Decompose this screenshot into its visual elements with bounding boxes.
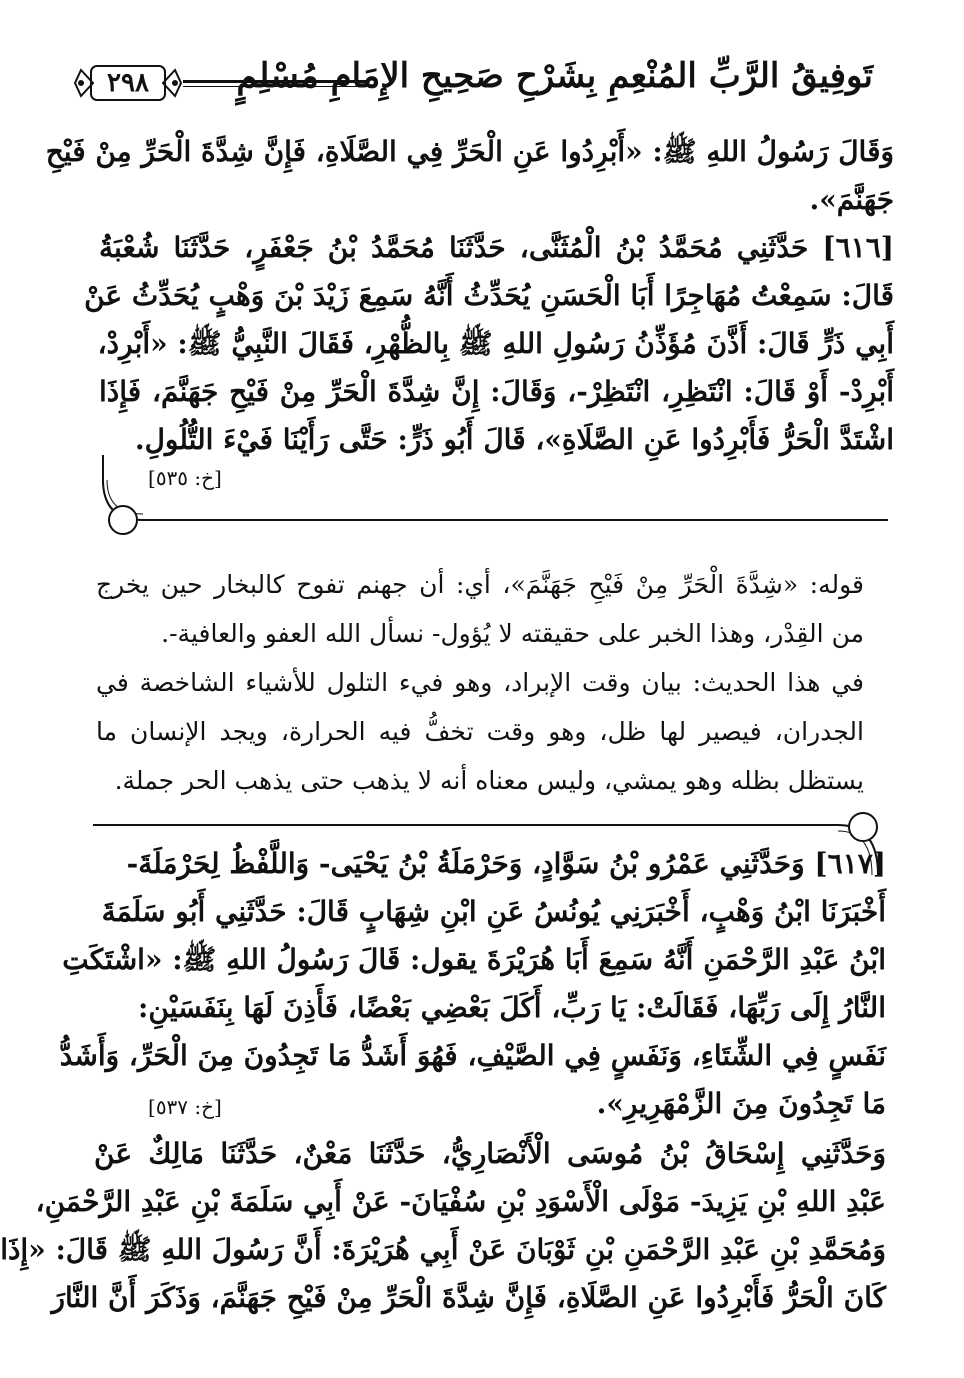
frame-vertical-line-icon — [101, 125, 111, 485]
text-line: من القِدْر، وهذا الخبر على حقيقته لا يُؤول- نسأل الله العفو والعافية-. — [161, 619, 864, 648]
text-line: عَبْدِ اللهِ بْنِ يَزِيدَ- مَوْلَى الْأَسْوَدِ بْنِ سُفْيَانَ- عَنْ أَبِي سَلَمَةَ بْنِ عَبْدِ الرَّحْمَنِ، — [35, 1185, 886, 1218]
bukhari-reference: [خ: ٥٣٧] — [148, 1095, 222, 1119]
text-line: النَّارُ إِلَى رَبِّهَا، فَقَالَتْ: يَا رَبِّ، أَكَلَ بَعْضِي بَعْضًا، فَأَذِنَ لَهَا بِنَفَسَيْنِ: — [138, 991, 886, 1024]
commentary-block — [96, 560, 864, 805]
hadith-617-block — [59, 840, 886, 1128]
text-line: [٦١٦] حَدَّثَنِي مُحَمَّدُ بْنُ الْمُثَنَّى، حَدَّثَنَا مُحَمَّدُ بْنُ جَعْفَرٍ، حَدَّثَنَا شُعْبَةُ — [99, 231, 894, 264]
text-line: نَفَسٍ فِي الشِّتَاءِ، وَنَفَسٍ فِي الصَّيْفِ، فَهُوَ أَشَدُّ مَا تَجِدُونَ مِنَ الْحَرِّ، وَأَشَدُّ — [59, 1039, 886, 1072]
text-line: وَمُحَمَّدِ بْنِ عَبْدِ الرَّحْمَنِ بْنِ ثَوْبَانَ عَنْ أَبِي هُرَيْرَةَ: أَنَّ رَسُولَ اللهِ ﷺ قَالَ: «إِذَا — [0, 1233, 886, 1266]
corner-ornament-icon — [93, 480, 893, 540]
text-line: مَا تَجِدُونَ مِنَ الزَّمْهَرِيرِ». — [596, 1087, 886, 1120]
page-number: ٢٩٨ — [107, 68, 149, 98]
text-line: الجدران، فيصير لها ظل، وهو وقت تخفُّ فيه الحرارة، ويجد الإنسان ما — [96, 717, 864, 746]
text-line: جَهَنَّمَ». — [809, 183, 894, 216]
text-line: قَالَ: سَمِعْتُ مُهَاجِرًا أَبَا الْحَسَنِ يُحَدِّثُ أَنَّهُ سَمِعَ زَيْدَ بْنَ وَهْبٍ يُحَدِّثُ عَنْ — [84, 279, 894, 312]
text-line: يستظل بظله وهو يمشي، وليس معناه أنه لا يذهب حتى يذهب الحر جملة. — [114, 766, 864, 795]
text-line: في هذا الحديث: بيان وقت الإبراد، وهو فيء التلول للأشياء الشاخصة في — [96, 668, 864, 697]
text-line: أَخْبَرَنَا ابْنُ وَهْبٍ، أَخْبَرَنِي يُونُسُ عَنِ ابْنِ شِهَابٍ قَالَ: حَدَّثَنِي أَبُو سَلَمَةَ — [101, 895, 886, 928]
hadith-616-block — [45, 128, 894, 464]
text-line: كَانَ الْحَرُّ فَأَبْرِدُوا عَنِ الصَّلَاةِ، فَإِنَّ شِدَّةَ الْحَرِّ مِنْ فَيْحِ جَهَنَّمَ، وَذَكَرَ أَنَّ النَّارَ — [51, 1281, 886, 1314]
text-line: [٦١٧] وَحَدَّثَنِي عَمْرُو بْنُ سَوَّادٍ، وَحَرْمَلَةُ بْنُ يَحْيَى- وَاللَّفْظُ لِحَرْمَلَةَ- — [126, 847, 886, 880]
text-line: أَبِي ذَرٍّ قَالَ: أَذَّنَ مُؤَذِّنُ رَسُولِ اللهِ ﷺ بِالظُّهْرِ، فَقَالَ النَّبِيُّ ﷺ: «أَبْرِدْ، — [97, 327, 894, 360]
bukhari-reference: [خ: ٥٣٥] — [148, 466, 222, 490]
hadith-617-chain-block — [0, 1130, 886, 1322]
text-line: وَحَدَّثَنِي إِسْحَاقُ بْنُ مُوسَى الْأَنْصَارِيُّ، حَدَّثَنَا مَعْنٌ، حَدَّثَنَا مَالِكٌ عَنْ — [94, 1137, 886, 1170]
book-title: تَوفِيقُ الرَّبِّ المُنْعِمِ بِشَرْحِ صَحِيحِ الإِمَامِ مُسْلِمٍ — [236, 56, 873, 96]
text-line: وَقَالَ رَسُولُ اللهِ ﷺ: «أَبْرِدُوا عَنِ الْحَرِّ فِي الصَّلَاةِ، فَإِنَّ شِدَّةَ الْحَرِّ مِنْ فَيْحِ — [45, 135, 894, 168]
page-number-frame — [73, 62, 183, 104]
text-line: قوله: «شِدَّةَ الْحَرِّ مِنْ فَيْحِ جَهَنَّمَ»، أي: أن جهنم تفوح كالبخار حين يخرج — [96, 570, 864, 599]
text-line: اشْتَدَّ الْحَرُّ فَأَبْرِدُوا عَنِ الصَّلَاةِ»، قَالَ أَبُو ذَرٍّ: حَتَّى رَأَيْنَا فَيْءَ التُّلُولِ. — [134, 423, 894, 456]
text-line: أَبْرِدْ- أَوْ قَالَ: انْتَظِرِ، انْتَظِرْ-، وَقَالَ: إِنَّ شِدَّةَ الْحَرِّ مِنْ فَيْحِ جَهَنَّمَ، فَإِذَا — [99, 375, 894, 408]
text-line: ابْنُ عَبْدِ الرَّحْمَنِ أَنَّهُ سَمِعَ أَبَا هُرَيْرَةَ يقول: قَالَ رَسُولُ اللهِ ﷺ: «اشْتَكَتِ — [62, 943, 886, 976]
page-header — [83, 52, 873, 122]
